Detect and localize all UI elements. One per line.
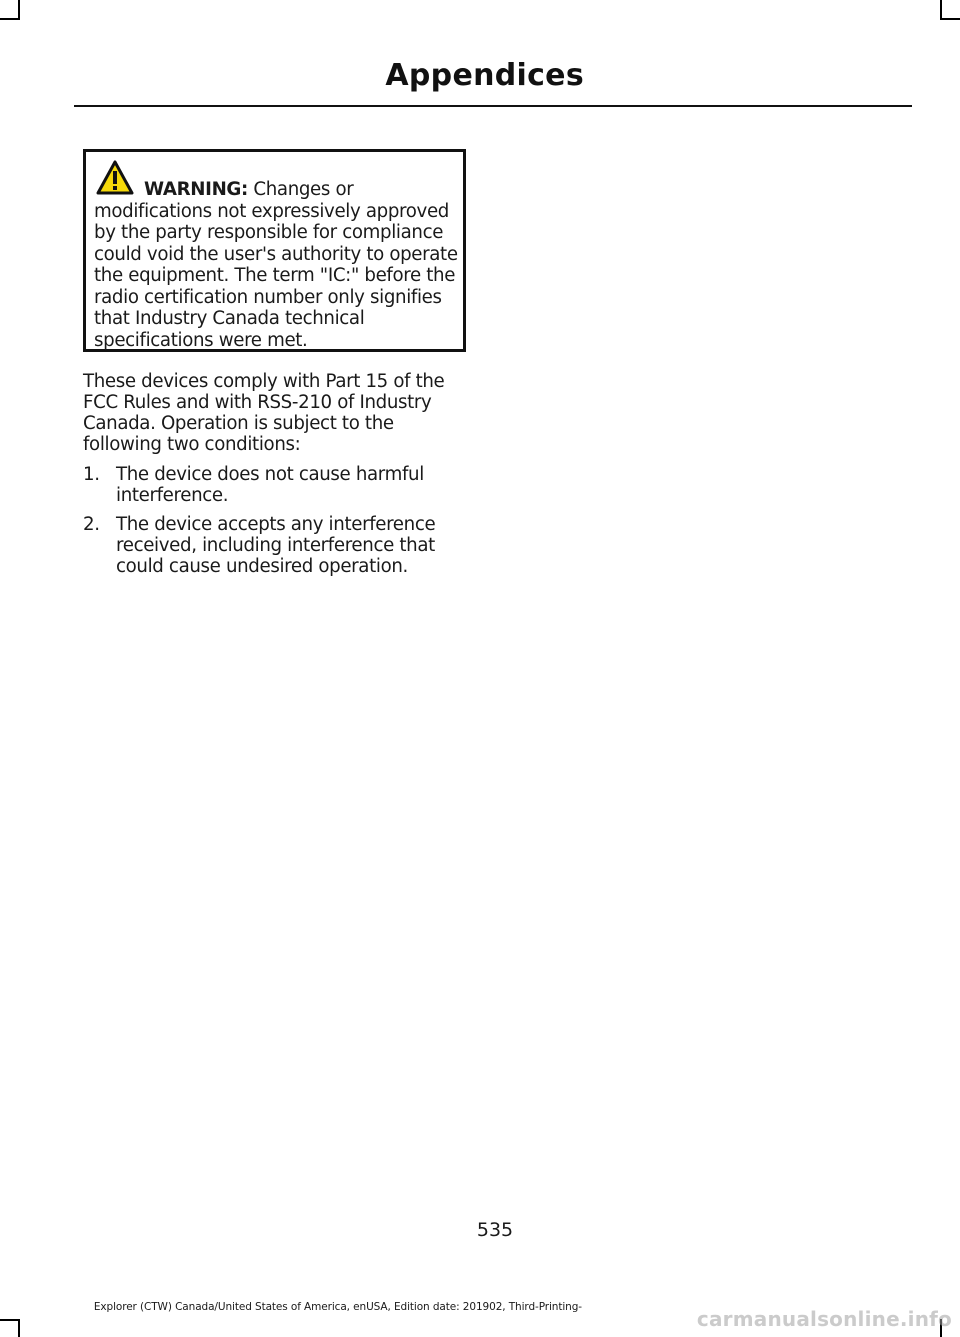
page-number: 535: [476, 1219, 514, 1241]
warning-line: could void the user's authority to operate: [94, 243, 458, 265]
page-title: Appendices: [385, 58, 584, 93]
crop-mark-bottom-left-v: [18, 1319, 20, 1337]
watermark: carmanualsonline.info: [696, 1307, 952, 1331]
warning-line: radio certification number only signifies: [94, 286, 442, 308]
header-divider: [74, 105, 912, 107]
crop-mark-bottom-left-h: [0, 1319, 20, 1321]
warning-line: modifications not expressively approved: [94, 200, 449, 222]
warning-text: [94, 179, 464, 351]
list-item-line: received, including interference that: [116, 535, 435, 556]
warning-line: by the party responsible for compliance: [94, 222, 444, 243]
warning-box: [83, 149, 466, 352]
warning-line: the equipment. The term "IC:" before the: [94, 265, 456, 286]
paragraph-line: FCC Rules and with RSS-210 of Industry: [83, 392, 432, 413]
warning-label: WARNING:: [144, 179, 248, 200]
paragraph-line: Canada. Operation is subject to the: [83, 413, 394, 434]
list-item-number: 2.: [83, 514, 100, 535]
crop-mark-top-left-v: [18, 0, 20, 18]
warning-line-1-rest: Changes or: [247, 179, 354, 200]
list-item-line: The device accepts any interference: [116, 514, 436, 535]
crop-mark-top-right-v: [940, 0, 942, 18]
paragraph-line: following two conditions:: [83, 434, 301, 455]
list-item-line: could cause undesired operation.: [116, 556, 408, 577]
list-item-line: interference.: [116, 485, 229, 506]
warning-line: specifications were met.: [94, 329, 308, 351]
crop-mark-top-left-h: [0, 18, 20, 20]
list-item-line: The device does not cause harmful: [116, 464, 424, 485]
compliance-paragraph: [83, 371, 468, 455]
list-item-number: 1.: [83, 464, 100, 485]
paragraph-line: These devices comply with Part 15 of the: [83, 371, 445, 392]
warning-line: that Industry Canada technical: [94, 308, 365, 329]
crop-mark-top-right-h: [940, 18, 960, 20]
footer-edition-text: Explorer (CTW) Canada/United States of America, enUSA, Edition date: 201902, Third-Printing-: [93, 1301, 582, 1313]
